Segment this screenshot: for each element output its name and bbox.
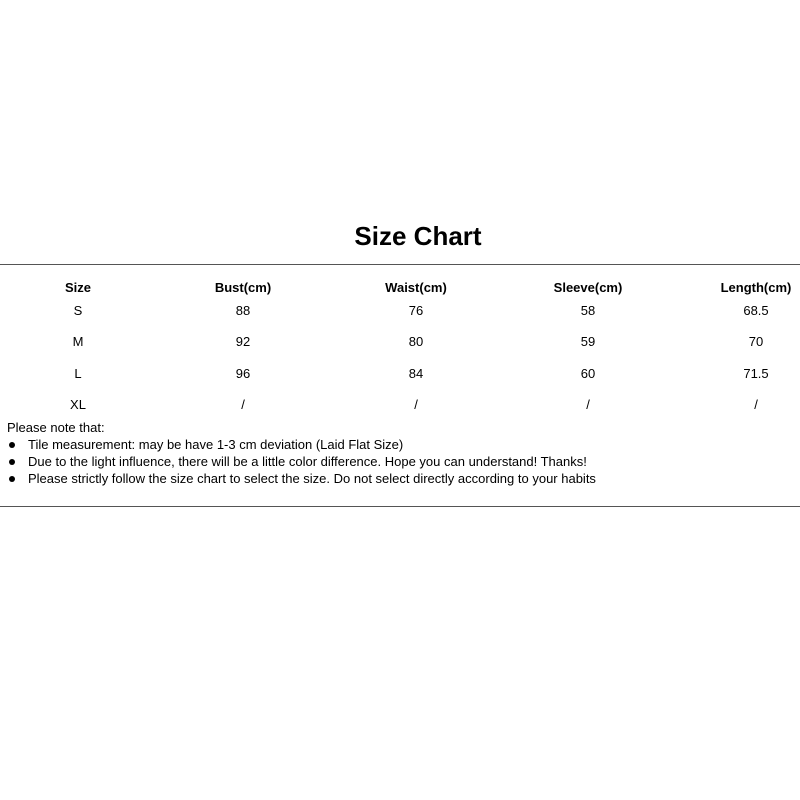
- note-text: Due to the light influence, there will be a little color difference. Hope you can understand! Thanks!: [28, 454, 587, 469]
- cell-length: 70: [748, 334, 764, 349]
- cell-length: 71.5: [743, 366, 769, 381]
- cell-size: L: [74, 366, 82, 381]
- note-item: [7, 436, 596, 453]
- cell-bust: 92: [235, 334, 251, 349]
- cell-waist: 84: [408, 366, 424, 381]
- bottom-divider: [0, 506, 800, 507]
- cell-waist: /: [414, 397, 418, 412]
- cell-size: M: [72, 334, 84, 349]
- cell-size: S: [73, 303, 83, 318]
- header-length: Length(cm): [720, 280, 792, 295]
- cell-sleeve: 59: [580, 334, 596, 349]
- bullet-icon: [9, 476, 15, 482]
- cell-waist: 76: [408, 303, 424, 318]
- note-text: Tile measurement: may be have 1-3 cm deviation (Laid Flat Size): [28, 437, 404, 452]
- size-chart-title: Size Chart: [354, 221, 482, 251]
- top-divider: [0, 264, 800, 265]
- header-waist: Waist(cm): [385, 280, 447, 295]
- cell-waist: 80: [408, 334, 424, 349]
- cell-size: XL: [70, 397, 86, 412]
- bullet-icon: [9, 442, 15, 448]
- cell-sleeve: 60: [580, 366, 596, 381]
- note-item: [7, 470, 596, 487]
- cell-length: /: [754, 397, 758, 412]
- cell-sleeve: 58: [580, 303, 596, 318]
- cell-bust: 88: [235, 303, 251, 318]
- note-item: [7, 453, 596, 470]
- header-sleeve: Sleeve(cm): [553, 280, 623, 295]
- bullet-icon: [9, 459, 15, 465]
- notes-heading: Please note that:: [7, 420, 105, 435]
- cell-sleeve: /: [586, 397, 590, 412]
- cell-length: 68.5: [743, 303, 769, 318]
- notes-section: [7, 419, 596, 487]
- note-text: Please strictly follow the size chart to select the size. Do not select directly according to your habits: [28, 471, 596, 486]
- header-size: Size: [64, 280, 91, 295]
- cell-bust: /: [241, 397, 245, 412]
- cell-bust: 96: [235, 366, 251, 381]
- header-bust: Bust(cm): [214, 280, 272, 295]
